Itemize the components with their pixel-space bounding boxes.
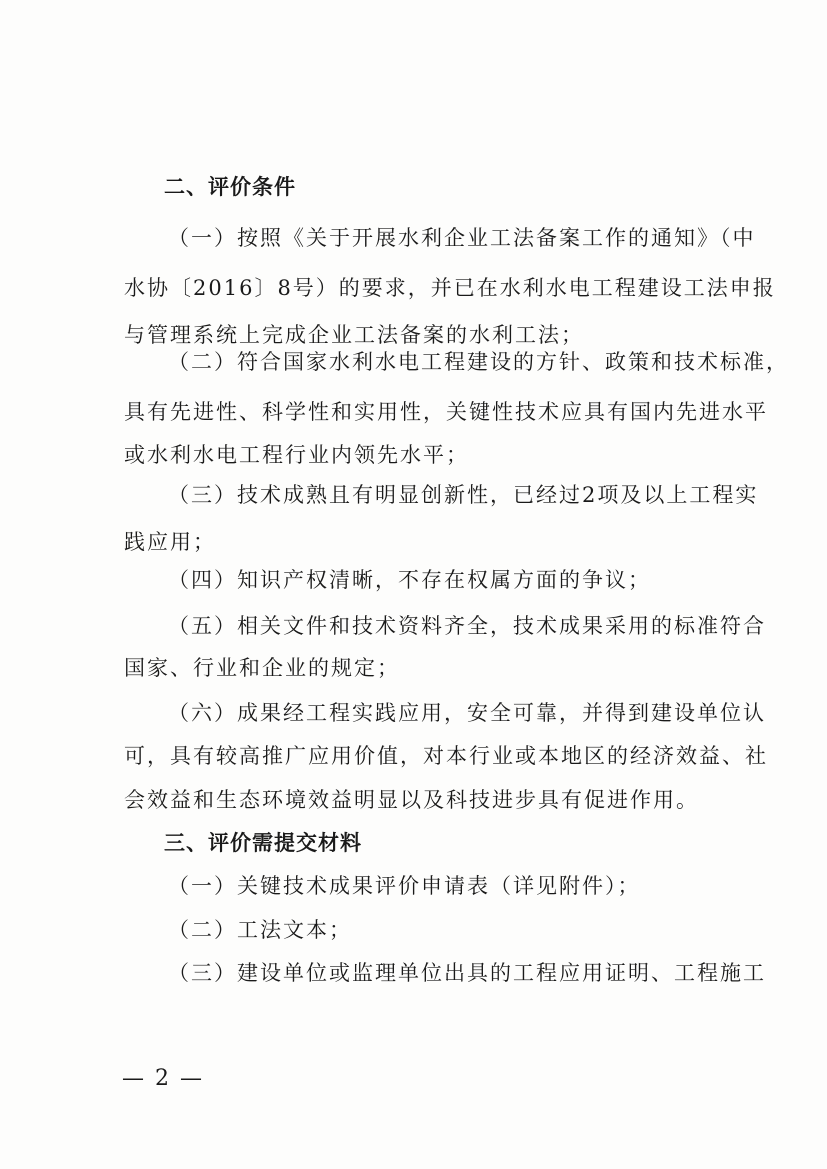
- paragraph-line: （二）符合国家水利水电工程建设的方针、政策和技术标准，: [168, 350, 789, 374]
- paragraph-line: 会效益和生态环境效益明显以及科技进步具有促进作用。: [124, 788, 699, 812]
- paragraph-line: 水协〔2016〕8号）的要求，并已在水利水电工程建设工法申报: [124, 276, 776, 300]
- paragraph-line: 或水利水电工程行业内领先水平；: [124, 443, 469, 467]
- paragraph-line: （三）建设单位或监理单位出具的工程应用证明、工程施工: [168, 961, 766, 985]
- paragraph-line: 践应用；: [124, 530, 216, 554]
- paragraph-line: （一）按照《关于开展水利企业工法备案工作的通知》（中: [168, 226, 756, 250]
- paragraph-line: 国家、行业和企业的规定；: [124, 656, 400, 680]
- paragraph-line: （六）成果经工程实践应用，安全可靠，并得到建设单位认: [168, 701, 766, 725]
- paragraph-line: 可，具有较高推广应用价值，对本行业或本地区的经济效益、社: [124, 744, 768, 768]
- paragraph-line: （四）知识产权清晰，不存在权属方面的争议；: [168, 568, 651, 592]
- page-number: — 2 —: [122, 1066, 204, 1091]
- paragraph-line: （五）相关文件和技术资料齐全，技术成果采用的标准符合: [168, 614, 766, 638]
- section-heading-required-materials: 三、评价需提交材料: [164, 831, 362, 855]
- paragraph-line: （一）关键技术成果评价申请表（详见附件）；: [168, 874, 641, 898]
- paragraph-line: 与管理系统上完成企业工法备案的水利工法；: [124, 323, 584, 347]
- paragraph-line: （二）工法文本；: [168, 918, 352, 942]
- paragraph-line: 具有先进性、科学性和实用性，关键性技术应具有国内先进水平: [124, 400, 768, 424]
- section-heading-evaluation-conditions: 二、评价条件: [164, 175, 296, 199]
- paragraph-line: （三）技术成熟且有明显创新性，已经过2项及以上工程实: [168, 483, 759, 507]
